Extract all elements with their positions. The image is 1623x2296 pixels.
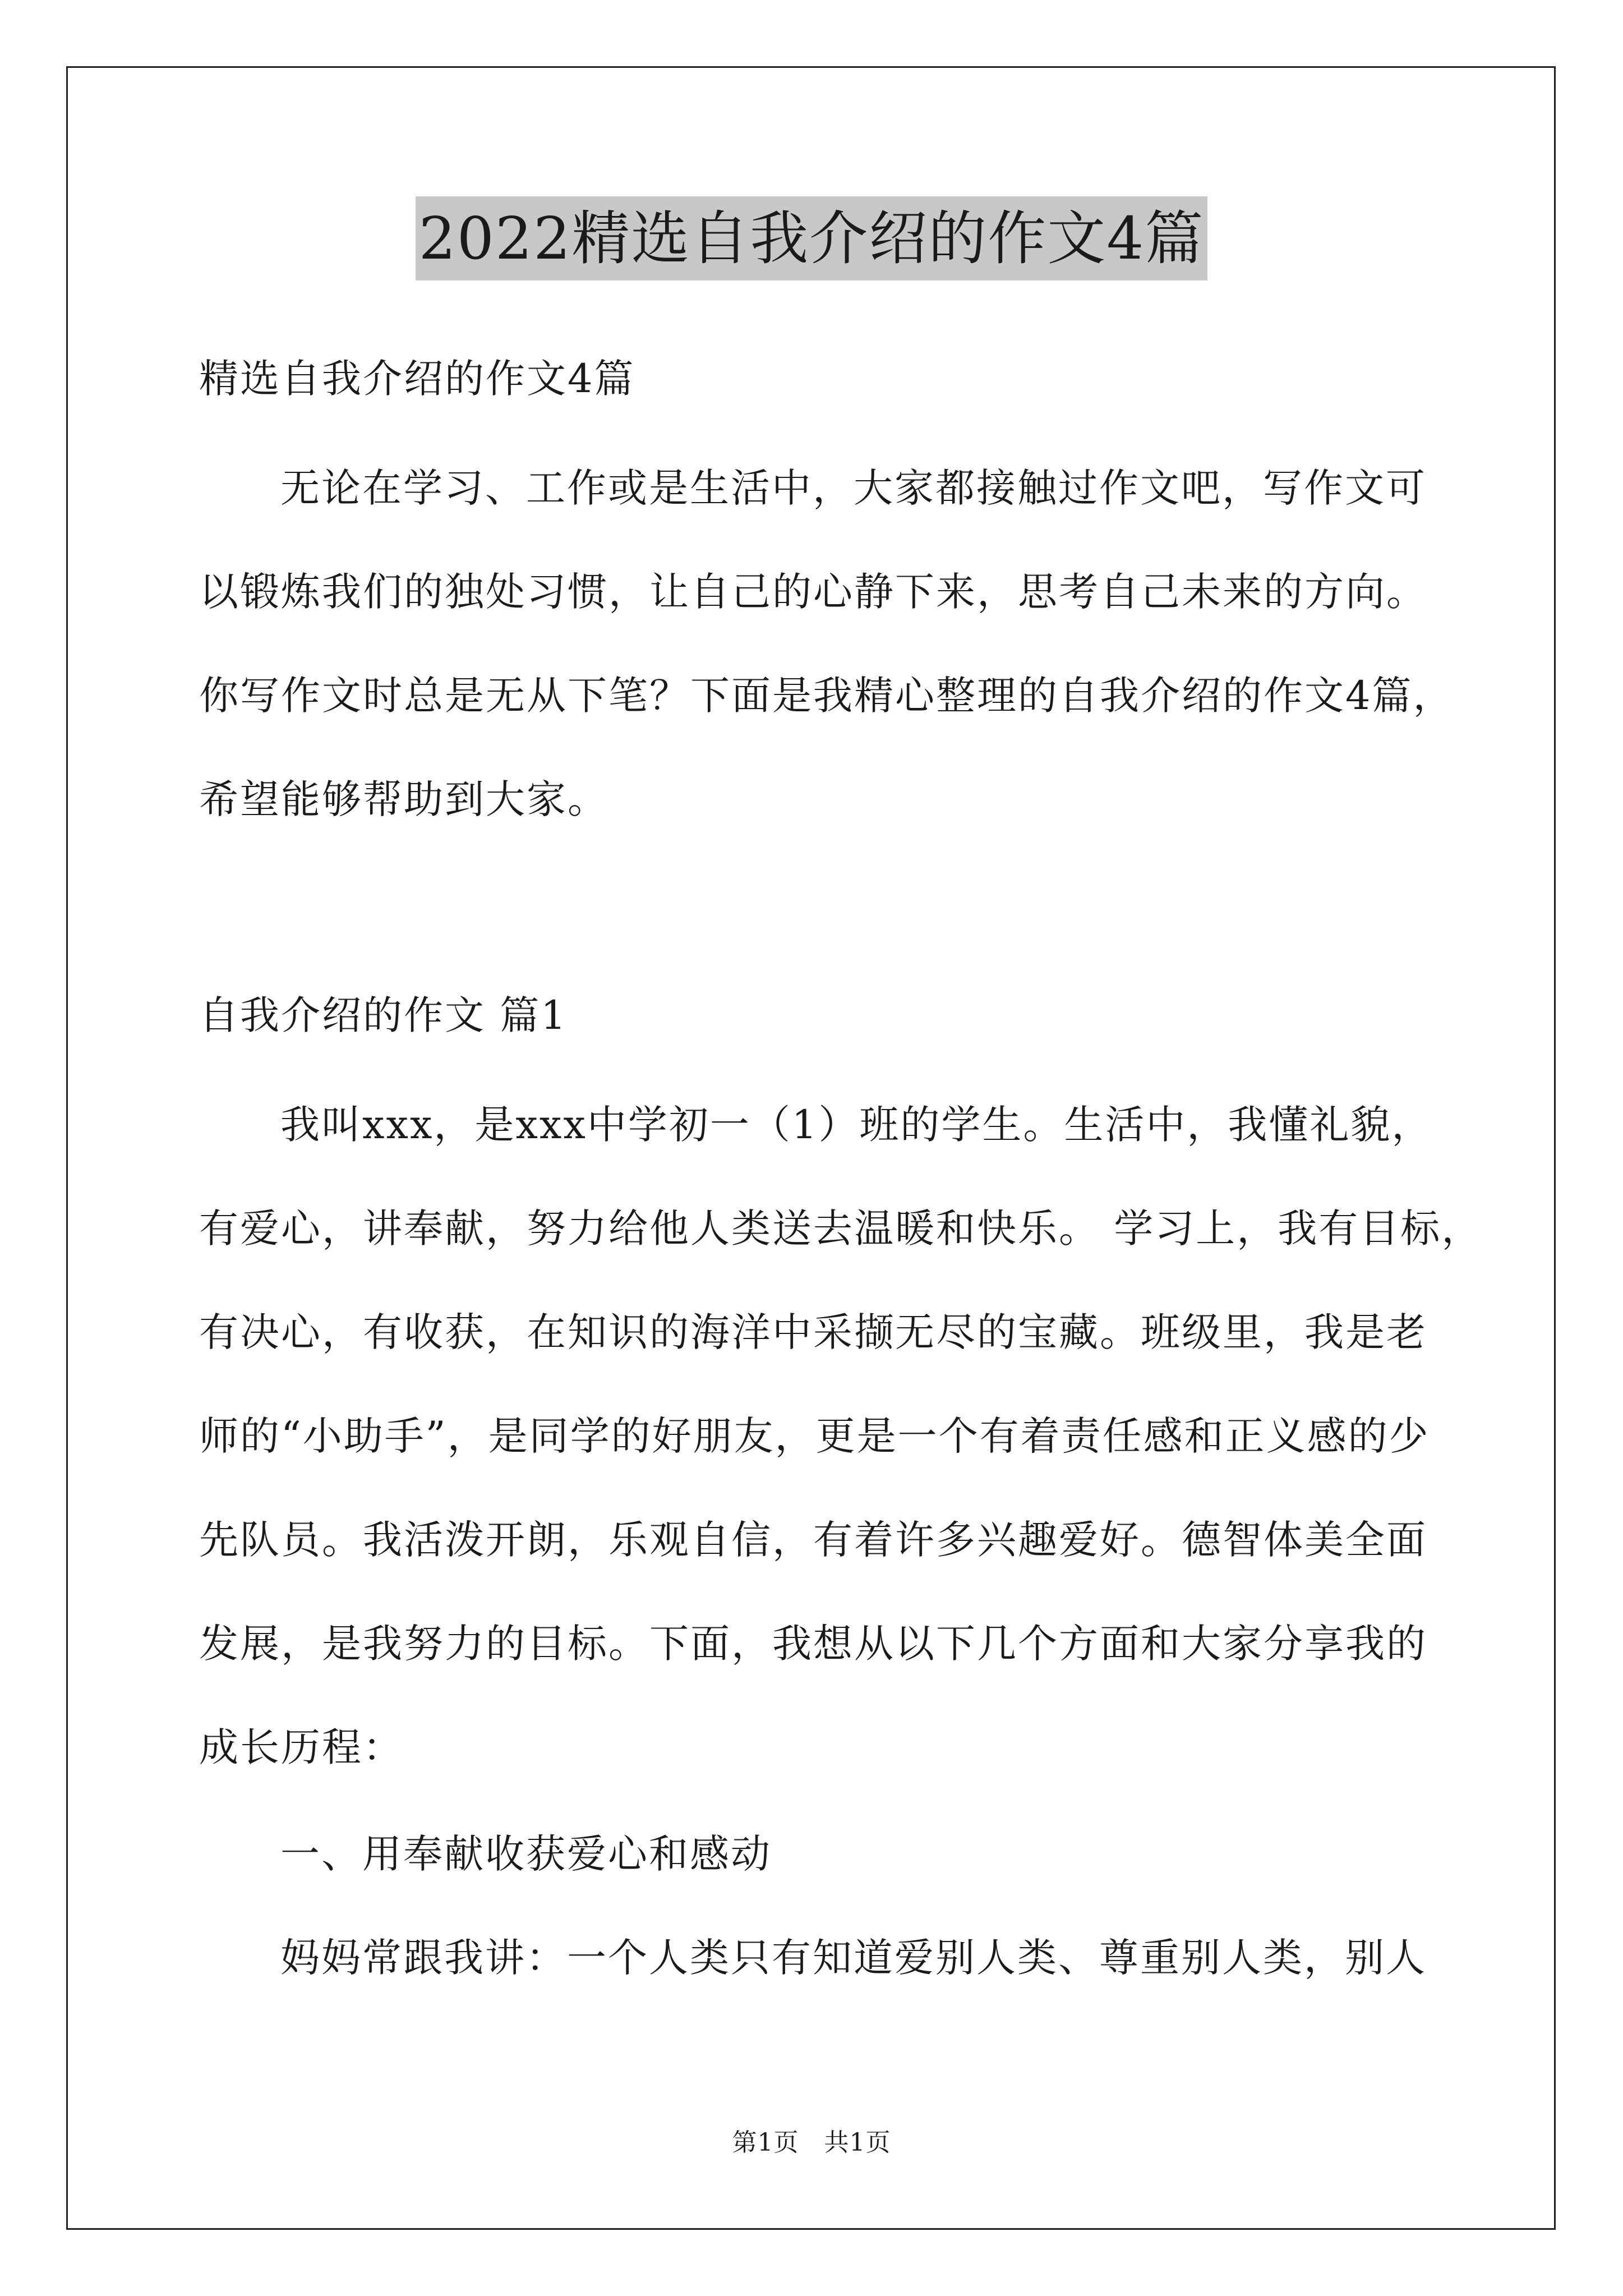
document-title: 2022精选自我介绍的作文4篇 bbox=[416, 196, 1208, 280]
body-line-5: 先队员。我活泼开朗，乐观自信，有着许多兴趣爱好。德智体美全面 bbox=[199, 1517, 1427, 1563]
body-line-1: 我叫xxx，是xxx中学初一（1）班的学生。生活中，我懂礼貌， bbox=[280, 1102, 1433, 1148]
body-line-4: 师的“小助手”，是同学的好朋友，更是一个有着责任感和正义感的少 bbox=[199, 1413, 1430, 1459]
body-line-2: 有爱心，讲奉献，努力给他人类送去温暖和快乐。 学习上，我有目标， bbox=[199, 1205, 1483, 1251]
intro-line-1: 无论在学习、工作或是生活中，大家都接触过作文吧，写作文可 bbox=[280, 465, 1427, 511]
body-line-7: 成长历程： bbox=[199, 1724, 404, 1770]
intro-line-4: 希望能够帮助到大家。 bbox=[199, 776, 608, 822]
page-footer: 第1页 共1页 bbox=[732, 2128, 891, 2157]
body-line-8: 妈妈常跟我讲：一个人类只有知道爱别人类、尊重别人类，别人 bbox=[280, 1935, 1427, 1981]
intro-line-2: 以锻炼我们的独处习惯，让自己的心静下来，思考自己未来的方向。 bbox=[199, 569, 1427, 615]
title-container bbox=[0, 196, 1623, 280]
section-heading: 自我介绍的作文 篇1 bbox=[199, 992, 568, 1038]
document-subtitle: 精选自我介绍的作文4篇 bbox=[199, 356, 635, 402]
section-subheading: 一、用奉献收获爱心和感动 bbox=[280, 1831, 772, 1877]
body-line-6: 发展，是我努力的目标。下面，我想从以下几个方面和大家分享我的 bbox=[199, 1621, 1427, 1667]
body-line-3: 有决心，有收获，在知识的海洋中采撷无尽的宝藏。班级里，我是老 bbox=[199, 1309, 1427, 1355]
intro-line-3: 你写作文时总是无从下笔？下面是我精心整理的自我介绍的作文4篇， bbox=[199, 673, 1454, 719]
